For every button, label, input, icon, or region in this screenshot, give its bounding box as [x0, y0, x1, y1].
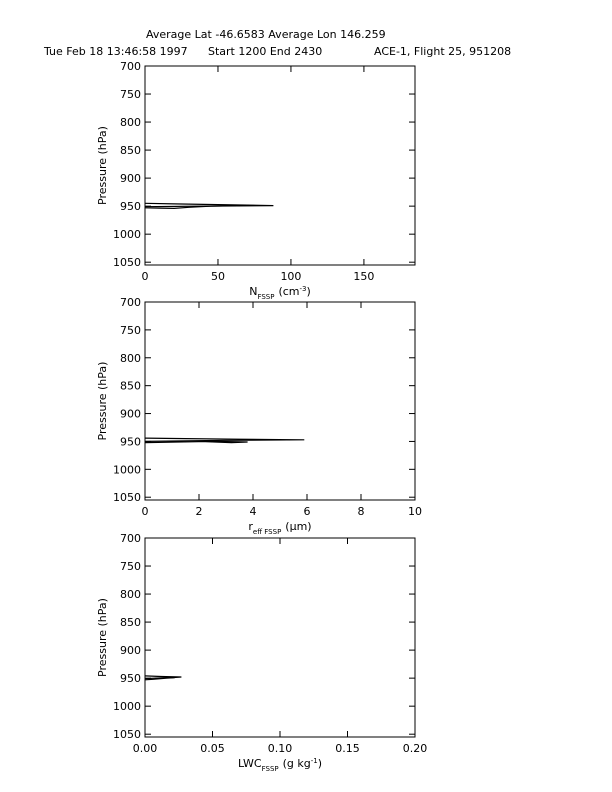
- y-tick-label: 1000: [113, 228, 141, 242]
- x-tick-label: 0.05: [200, 742, 225, 755]
- y-tick-label: 750: [120, 88, 141, 102]
- y-tick-label: 1050: [113, 491, 141, 505]
- y-axis-label: Pressure (hPa): [96, 126, 109, 205]
- x-axis-label: $LWC_{FSSP}$ (g $kg^{-1}$): [237, 757, 323, 773]
- x-tick-label: 0: [141, 270, 149, 283]
- x-tick-label: 4: [249, 505, 257, 518]
- x-axis-label: $r_{eff FSSP}$ (µm): [248, 520, 312, 536]
- y-tick-label: 750: [120, 323, 141, 337]
- x-tick-label: 0.20: [402, 742, 428, 755]
- y-tick-label: 950: [120, 672, 141, 686]
- average-lat-lon-title: Average Lat -46.6583 Average Lon 146.259: [146, 28, 386, 41]
- x-tick-label: 0.15: [335, 742, 360, 755]
- y-tick-label: 700: [120, 296, 141, 309]
- x-tick-label: 100: [280, 270, 302, 283]
- y-tick-label: 850: [120, 144, 141, 158]
- x-tick-label: 150: [353, 270, 375, 283]
- y-tick-label: 850: [120, 616, 141, 630]
- chart-panel-1: [96, 60, 415, 301]
- x-tick-label: 0.10: [267, 742, 293, 755]
- y-tick-label: 1050: [113, 728, 141, 742]
- y-tick-label: 950: [120, 200, 141, 214]
- y-tick-label: 900: [120, 172, 141, 186]
- y-tick-label: 950: [120, 435, 141, 449]
- plot-frame: [145, 538, 415, 737]
- x-tick-label: 0: [141, 505, 149, 518]
- y-tick-label: 1050: [113, 256, 141, 270]
- y-tick-label: 700: [120, 532, 141, 545]
- plot-frame: [145, 66, 415, 265]
- y-axis-label: Pressure (hPa): [96, 361, 109, 441]
- chart-panel-2: [96, 296, 422, 536]
- y-tick-label: 900: [120, 407, 141, 421]
- x-axis-label: $N_{FSSP}$ $(cm^{-3})$: [249, 285, 311, 301]
- y-tick-label: 800: [120, 588, 141, 602]
- time-range-text: Start 1200 End 2430: [208, 45, 323, 58]
- y-tick-label: 700: [120, 60, 141, 73]
- plot-date-text: Tue Feb 18 13:46:58 1997: [44, 45, 188, 58]
- y-tick-label: 850: [120, 379, 141, 393]
- chart-panel-3: [96, 532, 427, 773]
- y-axis-label: Pressure (hPa): [96, 598, 109, 677]
- plot-frame: [145, 302, 415, 500]
- series-line-1: [145, 438, 304, 441]
- x-tick-label: 6: [303, 505, 311, 518]
- x-tick-label: 0.00: [132, 742, 158, 755]
- y-tick-label: 1000: [113, 700, 141, 714]
- y-tick-label: 800: [120, 116, 141, 130]
- y-tick-label: 1000: [113, 463, 141, 477]
- flight-info-text: ACE-1, Flight 25, 951208: [374, 45, 512, 58]
- y-tick-label: 900: [120, 644, 141, 658]
- x-tick-label: 10: [408, 505, 422, 518]
- x-tick-label: 8: [357, 505, 365, 518]
- x-tick-label: 2: [195, 505, 203, 518]
- y-tick-label: 750: [120, 560, 141, 574]
- x-tick-label: 50: [210, 270, 225, 283]
- y-tick-label: 800: [120, 351, 141, 365]
